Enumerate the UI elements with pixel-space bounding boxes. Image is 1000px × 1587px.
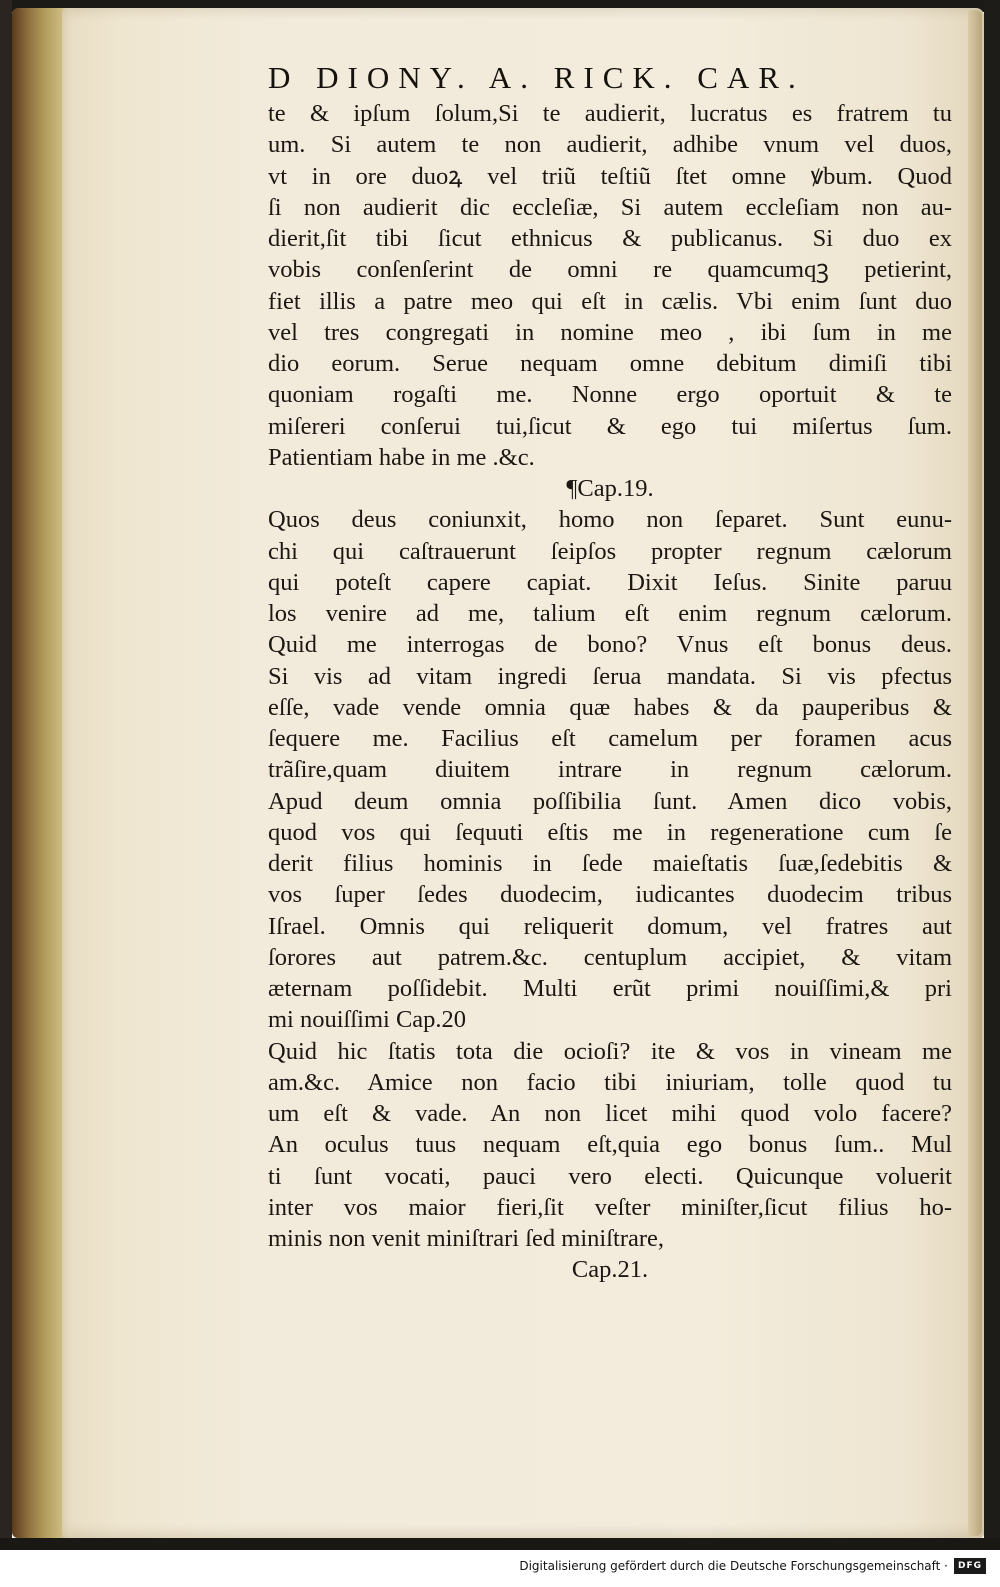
text-line: ti ſunt vocati, pauci vero electi. Quicunque voluerit bbox=[268, 1162, 952, 1190]
text-line: qui poteſt capere capiat. Dixit Ieſus. Sinite paruu bbox=[268, 568, 952, 596]
text-line: mi nouiſſimi Cap.20 bbox=[268, 1006, 467, 1034]
funding-credit: Digitalisierung gefördert durch die Deutsche Forschungsgemeinschaft · bbox=[519, 1559, 948, 1573]
page-text-block bbox=[268, 58, 952, 1286]
text-line: quod vos qui ſequuti eſtis me in regeneratione cum ſe bbox=[268, 818, 952, 846]
text-line: Quid hic ſtatis tota die ocioſi? ite & vos in vineam me bbox=[268, 1037, 952, 1065]
text-line: um eſt & vade. An non licet mihi quod volo facere? bbox=[268, 1100, 952, 1127]
text-line: ſi non audierit dic eccleſiæ, Si autem eccleſiam non au- bbox=[268, 193, 952, 221]
text-line: vt in ore duoꝝ vel triũ teſtiũ ſtet omne ꝟbum. Quod bbox=[268, 162, 952, 190]
chapter-heading: ¶Cap.19. bbox=[566, 475, 654, 502]
text-line: vos ſuper ſedes duodecim, iudicantes duodecim tribus bbox=[268, 881, 952, 909]
text-line: Si vis ad vitam ingredi ſerua mandata. Si vis pfectus bbox=[268, 662, 952, 690]
running-head: D DIONY. A. RICK. CAR. bbox=[268, 60, 805, 95]
text-line: æternam poſſidebit. Multi erũt primi nouiſſimi,& pri bbox=[268, 975, 952, 1002]
chapter-heading: Cap.21. bbox=[571, 1256, 649, 1284]
text-line: Iſrael. Omnis qui reliquerit domum, vel fratres aut bbox=[268, 912, 952, 940]
text-line: vel tres congregati in nomine meo , ibi ſum in me bbox=[268, 318, 952, 346]
text-line: chi qui caſtrauerunt ſeipſos propter regnum cælorum bbox=[268, 537, 952, 565]
text-line: dio eorum. Serue nequam omne debitum dimiſi tibi bbox=[268, 350, 952, 377]
text-line: ſorores aut patrem.&c. centuplum accipiet, & vitam bbox=[268, 943, 952, 971]
scanner-background-right bbox=[984, 0, 1000, 1550]
text-line: Patientiam habe in me .&c. bbox=[268, 443, 535, 471]
text-line: Quid me interrogas de bono? Vnus eſt bonus deus. bbox=[268, 631, 952, 659]
text-lines bbox=[268, 98, 952, 1286]
text-line: eſſe, vade vende omnia quæ habes & da pauperibus & bbox=[268, 693, 952, 721]
page-edge bbox=[968, 10, 982, 1536]
text-line: minis non venit miniſtrari ſed miniſtrare, bbox=[268, 1225, 665, 1252]
text-line: derit filius hominis in ſede maieſtatis ſuæ,ſedebitis & bbox=[268, 850, 952, 877]
text-line: te & ipſum ſolum,Si te audierit, lucratus es fratrem tu bbox=[268, 100, 952, 127]
text-line: Quos deus coniunxit, homo non ſeparet. Sunt eunu- bbox=[268, 506, 952, 534]
text-line: trãſire,quam diuitem intrare in regnum cælorum. bbox=[268, 756, 952, 784]
text-line: um. Si autem te non audierit, adhibe vnum vel duos, bbox=[268, 131, 952, 159]
text-line: Apud deum omnia poſſibilia ſunt. Amen dico vobis, bbox=[268, 787, 952, 815]
text-line: ſequere me. Facilius eſt camelum per foramen acus bbox=[268, 725, 952, 752]
text-line: fiet illis a patre meo qui eſt in cælis. Vbi enim ſunt duo bbox=[268, 287, 952, 315]
text-line: miſereri conſerui tui,ſicut & ego tui miſertus ſum. bbox=[268, 412, 952, 440]
scanner-background-bottom bbox=[0, 1538, 1000, 1550]
text-line: inter vos maior fieri,ſit veſter miniſter,ſicut filius ho- bbox=[268, 1193, 952, 1221]
dfg-logo: DFG bbox=[954, 1558, 986, 1574]
text-line: vobis conſenſerint de omni re quamcumqꝫ petierint, bbox=[268, 256, 952, 284]
text-line: los venire ad me, talium eſt enim regnum cælorum. bbox=[268, 600, 952, 627]
text-line: quoniam rogaſti me. Nonne ergo oportuit & te bbox=[268, 381, 952, 409]
text-line: am.&c. Amice non facio tibi iniuriam, tolle quod tu bbox=[268, 1068, 952, 1096]
text-line: An oculus tuus nequam eſt,quia ego bonus ſum.. Mul bbox=[268, 1131, 952, 1159]
footer-bar bbox=[0, 1550, 1000, 1587]
text-line: dierit,ſit tibi ſicut ethnicus & publicanus. Si duo ex bbox=[268, 225, 952, 252]
scanner-background-left bbox=[0, 0, 12, 1550]
